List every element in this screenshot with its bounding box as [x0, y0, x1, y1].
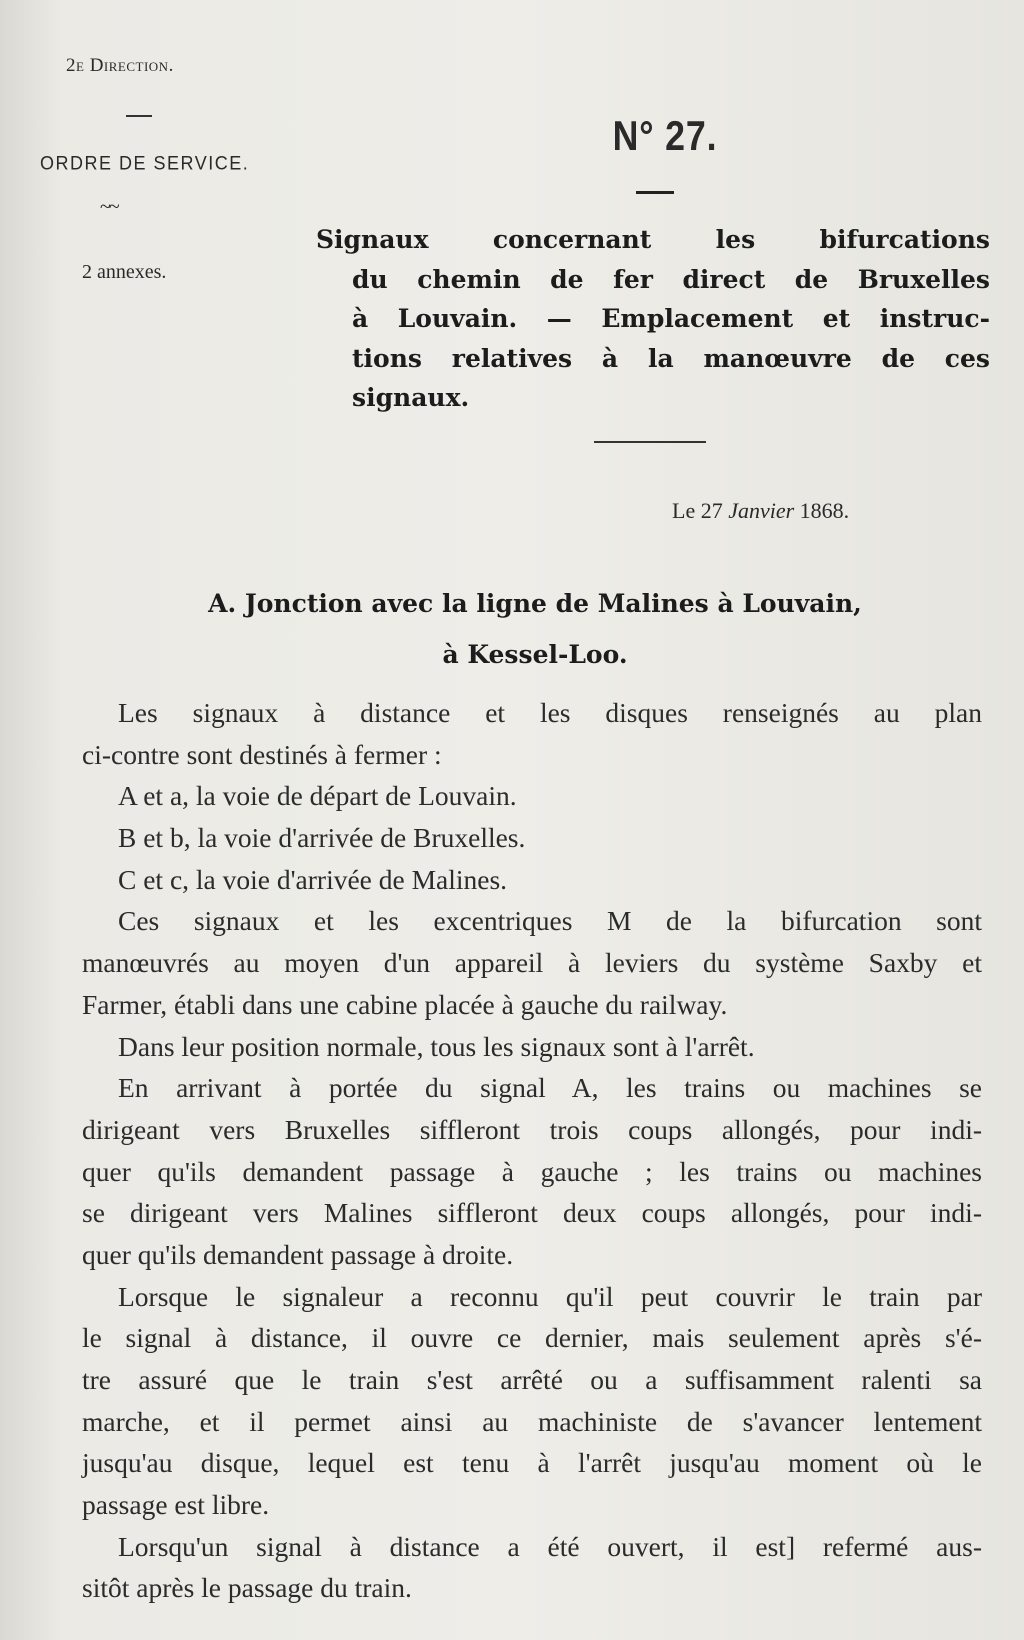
title-line: signaux.: [352, 383, 470, 412]
margin-header: [40, 55, 260, 284]
divider-dash: [126, 115, 152, 117]
body-line: Farmer, établi dans une cabine placée à gauche du railway.: [82, 988, 728, 1020]
body-text: [82, 692, 982, 1609]
document-title: [316, 220, 990, 418]
body-line: Ces signaux et les excentriques M de la bifurcation sont: [118, 905, 982, 937]
body-line: dirigeant vers Bruxelles siffleront trois coups allongés, pour indi-: [82, 1113, 982, 1145]
document-date: [672, 498, 849, 524]
date-day: 27: [700, 498, 723, 523]
body-line: En arrivant à portée du signal A, les trains ou machines se: [118, 1072, 982, 1104]
date-prefix: Le: [672, 498, 696, 523]
section-title: [110, 578, 960, 680]
body-line: se dirigeant vers Malines siffleront deux coups allongés, pour indi-: [82, 1197, 982, 1229]
body-line: le signal à distance, il ouvre ce dernier, mais seulement après s'é-: [82, 1322, 982, 1354]
title-line: Signaux concernant les bifurcations: [316, 225, 990, 254]
body-line: Lorsque le signaleur a reconnu qu'il peut couvrir le train par: [118, 1280, 982, 1312]
body-line: Les signaux à distance et les disques renseignés au plan: [118, 697, 982, 728]
section-title-line: A. Jonction avec la ligne de Malines à Louvain,: [208, 589, 862, 618]
body-line: quer qu'ils demandent passage à droite.: [82, 1238, 514, 1270]
section-title-line: à Kessel-Loo.: [442, 640, 628, 669]
body-line: jusqu'au disque, lequel est tenu à l'arrêt jusqu'au moment où le: [82, 1447, 982, 1479]
body-line: tre assuré que le train s'est arrêté ou a suffisamment ralenti sa: [82, 1364, 982, 1395]
ordre-de-service-label: ORDRE DE SERVICE.: [40, 151, 250, 174]
title-line: tions relatives à la manœuvre de ces: [352, 343, 990, 373]
date-year: 1868.: [799, 498, 850, 523]
title-line: à Louvain. — Emplacement et instruc-: [352, 304, 990, 333]
body-line: sitôt après le passage du train.: [82, 1572, 412, 1604]
date-month: Janvier: [728, 498, 795, 523]
body-line: Lorsqu'un signal à distance a été ouvert, il est] refermé aus-: [118, 1530, 982, 1562]
body-line: manœuvrés au moyen d'un appareil à leviers du système Saxby et: [82, 947, 982, 979]
body-line: C et c, la voie d'arrivée de Malines.: [118, 863, 508, 895]
order-number: N° 27.: [612, 112, 718, 159]
annexes-label: 2 annexes.: [82, 261, 167, 283]
body-line: quer qu'ils demandent passage à gauche ; les trains ou machines: [82, 1155, 982, 1187]
ornament: ~~: [100, 196, 118, 218]
body-line: Dans leur position normale, tous les signaux sont à l'arrêt.: [118, 1030, 755, 1062]
body-line: A et a, la voie de départ de Louvain.: [118, 780, 517, 812]
title-line: du chemin de fer direct de Bruxelles: [352, 264, 990, 294]
title-rule: [594, 441, 706, 443]
body-line: B et b, la voie d'arrivée de Bruxelles.: [118, 822, 526, 854]
body-line: ci-contre sont destinés à fermer :: [82, 738, 442, 770]
body-line: passage est libre.: [82, 1489, 270, 1521]
number-rule: [636, 191, 674, 194]
direction-label: 2e Direction.: [66, 55, 174, 76]
body-line: marche, et il permet ainsi au machiniste de s'avancer lentement: [82, 1405, 982, 1437]
